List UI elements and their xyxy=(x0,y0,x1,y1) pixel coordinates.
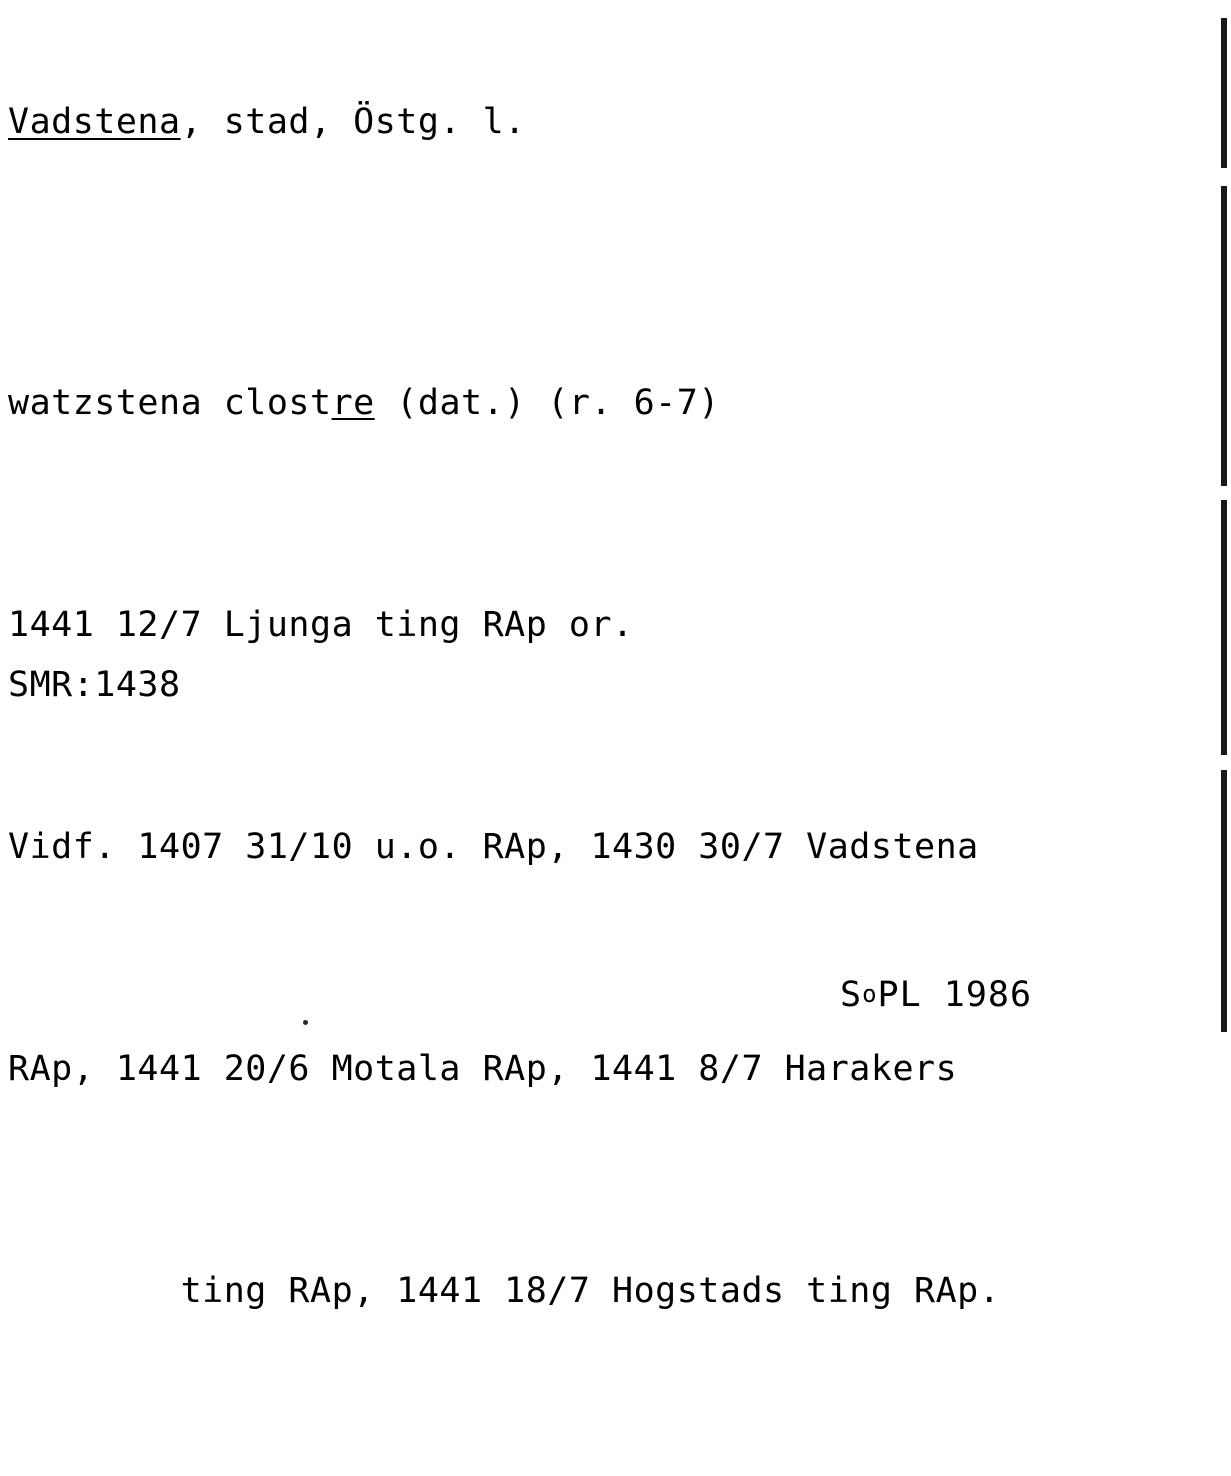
headword-qualifier: , stad, Östg. l. xyxy=(180,102,526,142)
card-edge-mark xyxy=(1221,500,1227,755)
entry-line-source: 1441 12/7 Ljunga ting RAp or. xyxy=(8,605,634,645)
footer-prefix: S xyxy=(840,975,863,1015)
entry-line-vidf-3: ting RAp, 1441 18/7 Hogstads ting RAp. xyxy=(8,1271,1001,1311)
headword: Vadstena xyxy=(8,102,181,142)
attestation-pre: watzstena clost xyxy=(8,383,332,423)
card-edge-mark xyxy=(1221,18,1227,168)
card-footer xyxy=(840,975,1032,1015)
footer-superscript: o xyxy=(862,980,878,1008)
card-edge-mark xyxy=(1221,770,1227,1032)
card-edge-mark xyxy=(1221,186,1227,486)
attestation-post: (dat.) (r. 6-7) xyxy=(374,383,720,423)
attestation-underlined: re xyxy=(331,383,375,423)
headword-line xyxy=(8,102,526,142)
entry-line-vidf-1: Vidf. 1407 31/10 u.o. RAp, 1430 30/7 Vadstena xyxy=(8,827,979,867)
footer-suffix: PL 1986 xyxy=(877,975,1033,1015)
reference-code: SMR:1438 xyxy=(8,665,181,705)
entry-line-attestation xyxy=(8,366,1000,440)
entry-line-vidf-2: RAp, 1441 20/6 Motala RAp, 1441 8/7 Harakers xyxy=(8,1049,958,1089)
entry-body xyxy=(8,218,1000,1476)
